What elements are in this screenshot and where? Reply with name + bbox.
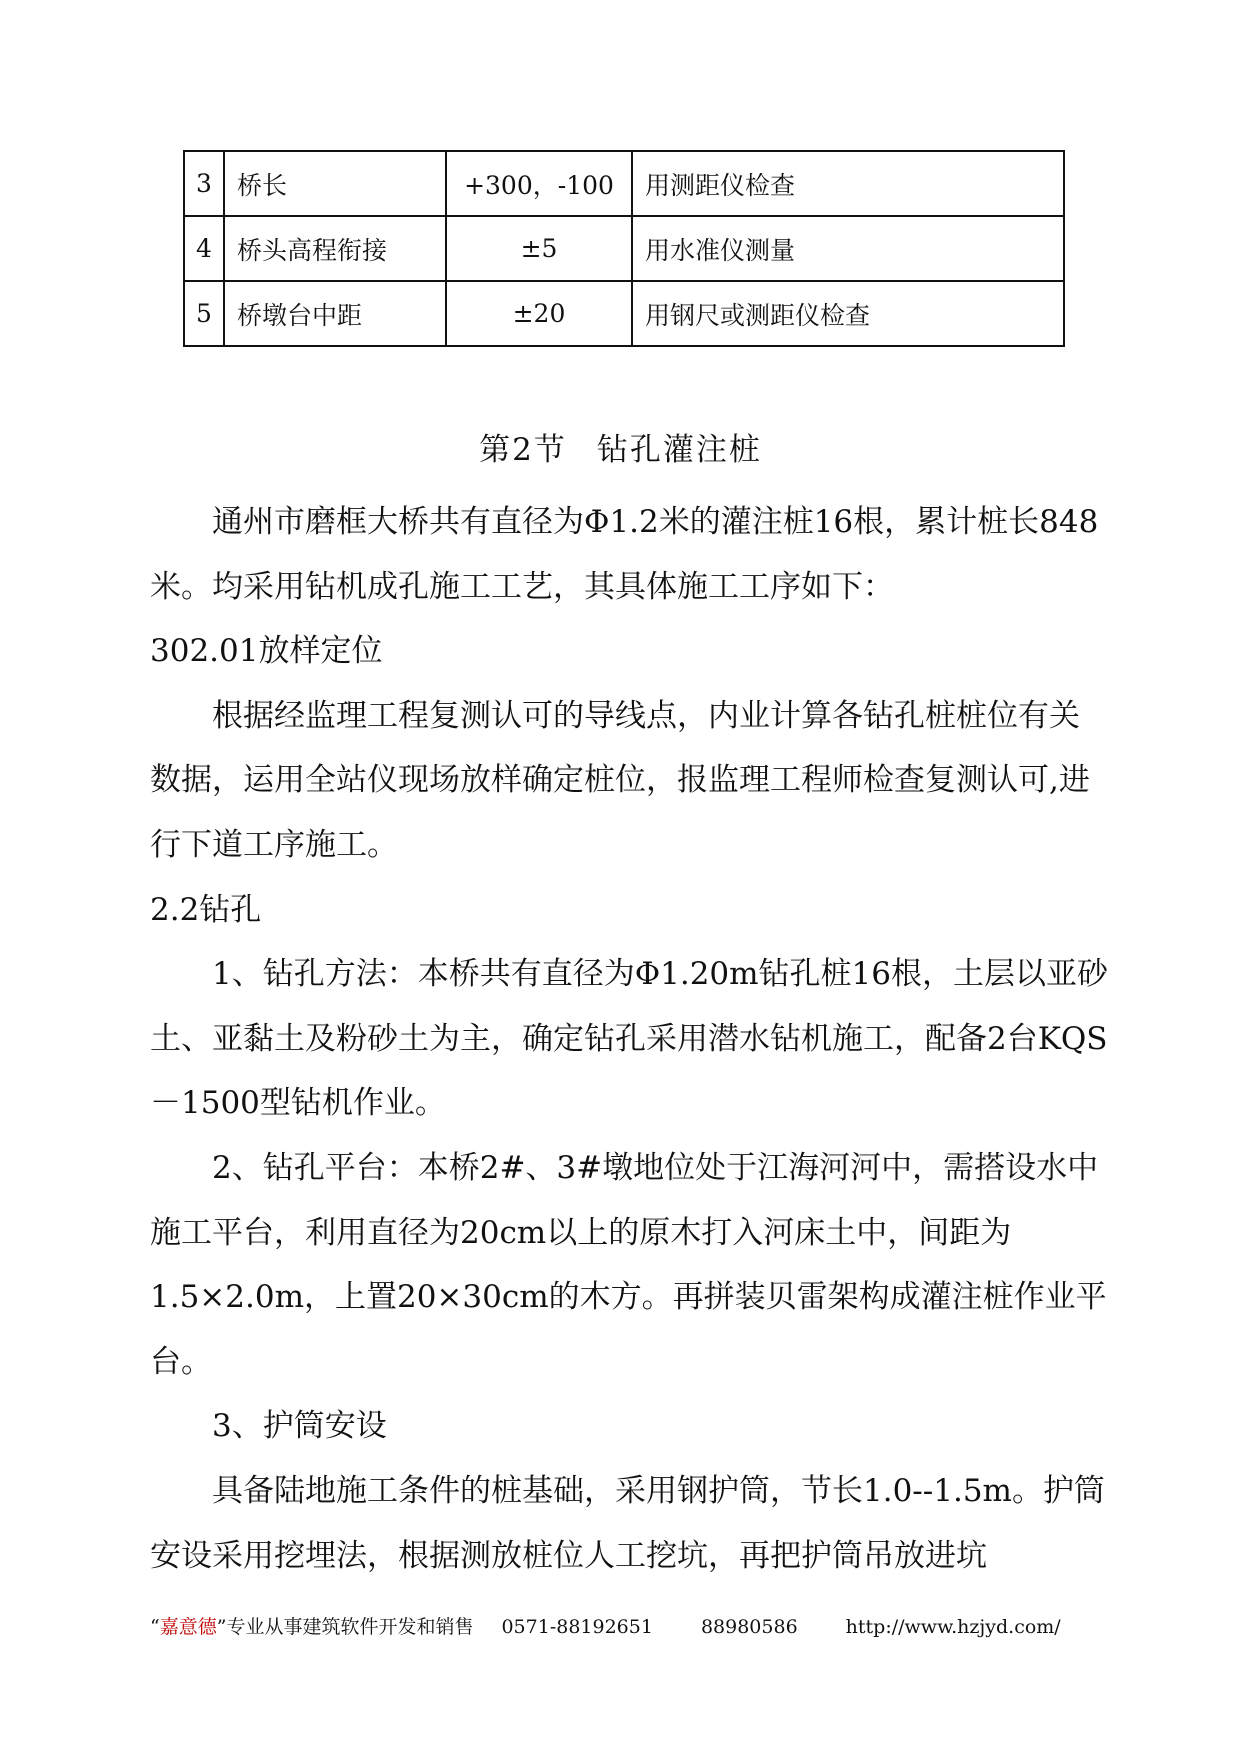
row-number: 4 [184, 216, 224, 281]
check-method: 用钢尺或测距仪检查 [632, 281, 1064, 346]
tolerance-value: ±5 [446, 216, 632, 281]
section-heading: 钻孔灌注桩 [596, 432, 762, 468]
quote-open: “ [150, 1616, 160, 1638]
subheading: 302.01放样定位 [150, 633, 383, 670]
section-number: 第2节 [479, 432, 567, 468]
footer-phone-alt: 88980586 [700, 1616, 798, 1638]
check-item: 桥头高程衔接 [224, 216, 446, 281]
footer-phone: 0571-88192651 [501, 1616, 653, 1638]
paragraph: 根据经监理工程复测认可的导线点，内业计算各钻孔桩桩位有关数据，运用全站仪现场放样确定桩位，报监理工程师检查复测认可,进行下道工序施工。 [150, 697, 1090, 863]
check-method: 用测距仪检查 [632, 151, 1064, 216]
tolerance-table [183, 150, 1065, 347]
paragraph: 2、钻孔平台：本桥2#、3#墩地位处于江海河河中，需搭设水中施工平台，利用直径为20cm以上的原木打入河床土中，间距为1.5×2.0m，上置20×30cm的木方。再拼装贝雷架构成灌注桩作业平台。 [150, 1149, 1107, 1380]
subheading: 2.2钻孔 [150, 891, 262, 928]
tolerance-value: +300，-100 [446, 151, 632, 216]
table-row [184, 281, 1064, 346]
tolerance-value: ±20 [446, 281, 632, 346]
paragraph: 1、钻孔方法：本桥共有直径为Φ1.20m钻孔桩16根，土层以亚砂土、亚黏土及粉砂土为主，确定钻孔采用潜水钻机施工，配备2台KQS－1500型钻机作业。 [150, 956, 1109, 1122]
footer-url[interactable]: http://www.hzjyd.com/ [845, 1616, 1061, 1638]
row-number: 3 [184, 151, 224, 216]
section-title [0, 424, 1241, 469]
check-method: 用水准仪测量 [632, 216, 1064, 281]
footer-slogan: 专业从事建筑软件开发和销售 [226, 1616, 474, 1638]
page-footer [150, 1612, 1110, 1639]
paragraph: 通州市磨框大桥共有直径为Φ1.2米的灌注桩16根，累计桩长848米。均采用钻机成孔施工工艺，其具体施工工序如下： [150, 504, 1099, 605]
paragraph: 具备陆地施工条件的桩基础，采用钢护筒，节长1.0--1.5m。护筒安设采用挖埋法，根据测放桩位人工挖坑，再把护筒吊放进坑 [150, 1472, 1105, 1574]
table-row [184, 216, 1064, 281]
row-number: 5 [184, 281, 224, 346]
subheading: 3、护筒安设 [212, 1408, 387, 1445]
check-item: 桥墩台中距 [224, 281, 446, 346]
brand-name: 嘉意德 [159, 1616, 217, 1638]
check-item: 桥长 [224, 151, 446, 216]
document-body [150, 490, 1110, 1588]
table-row [184, 151, 1064, 216]
quote-close: ” [216, 1616, 227, 1638]
